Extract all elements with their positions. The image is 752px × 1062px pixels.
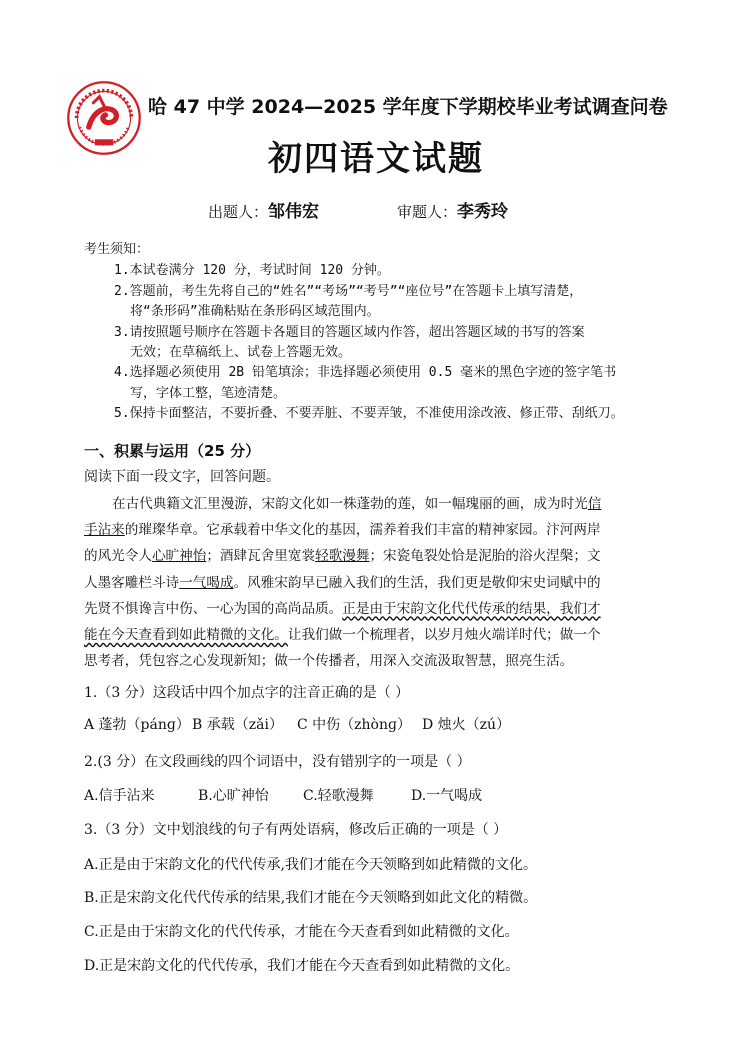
page-title: 初四语文试题 (268, 139, 484, 179)
passage-text: 的风光令人 (84, 548, 152, 565)
question-3-option-a: A.正是由于宋韵文化的代代传承,我们才能在今天领略到如此精微的文化。 (84, 857, 538, 873)
question-3-option-c: C.正是由于宋韵文化的代代传承，才能在今天查看到如此精微的文化。 (84, 924, 519, 940)
underlined-word: 轻歌漫舞 (315, 548, 370, 565)
underlined-word: 手沾来 (84, 522, 125, 539)
notice-item-cont: 无效；在草稿纸上、试卷上答题无效。 (130, 345, 352, 361)
notice-item-cont: 将“条形码”准确粘贴在条形码区域范围内。 (130, 304, 380, 320)
option-a: A 蓬勃（pánɡ） (84, 717, 190, 733)
school-exam-line: 哈 47 中学 2024—2025 学年度下学期校毕业考试调查问卷 (148, 96, 668, 118)
underlined-word: 信 (587, 496, 602, 512)
author-name: 邹伟宏 (268, 202, 320, 222)
option-d: D 烛火（zú） (422, 717, 511, 733)
question-3-option-b: B.正是宋韵文化代代传承的结果,我们才能在今天领略到如此文化的精微。 (84, 890, 538, 906)
underlined-word: 一气喝成 (179, 574, 234, 591)
notice-item: 5.保持卡面整洁，不要折叠、不要弄脏、不要弄皱，不准使用涂改液、修正带、刮纸刀。 (114, 406, 624, 422)
candidate-notice (84, 240, 724, 425)
passage-text: 先贤不惧谗言中伤、一心为国的高尚品质。 (84, 600, 343, 617)
option-a: A.信手沾来 (84, 788, 155, 804)
section-heading: 一、积累与运用（25 分） (84, 442, 261, 460)
notice-heading: 考生须知： (84, 242, 150, 257)
underlined-word: 心旷神怡 (151, 548, 207, 565)
author-label: 出题人： (208, 203, 269, 221)
passage-text: ；酒肆瓦舍里宽裳 (206, 548, 316, 565)
passage-text: 让我们做一个梳理者，以岁月烛火端详时代；做一个 (287, 627, 601, 644)
passage-text: 在古代典籍文汇里漫游，宋韵文化如一株蓬勃的莲，如一幅瑰丽的画，成为时光 (112, 496, 588, 512)
option-d: D.一气喝成 (411, 788, 483, 804)
notice-item: 2.答题前，考生先将自己的“姓名”“考场”“考号”“座位号”在答题卡上填写清楚， (114, 283, 583, 299)
passage-text: 思考者，凭包容之心发现新知；做一个传播者，用深入交流汲取智慧，照亮生活。 (84, 653, 574, 670)
passage-text: 的璀璨华章。它承载着中华文化的基因，濡养着我们丰富的精神家园。汴河两岸 (124, 522, 601, 539)
wavy-underlined-sentence: 正是由于宋韵文化代代传承的结果，我们才 (342, 600, 601, 617)
reviewer-name: 李秀玲 (457, 202, 509, 222)
question-3-option-d: D.正是宋韵文化的代代传承，我们才能在今天查看到如此精微的文化。 (84, 958, 520, 974)
option-c: C.轻歌漫舞 (303, 788, 374, 804)
option-b: B 承载（zǎi） (192, 717, 283, 733)
wavy-underlined-sentence: 能在今天查看到如此精微的文化。 (84, 627, 288, 644)
passage-text: 。风雅宋韵早已融入我们的生活，我们更是敬仰宋史词赋中的 (233, 574, 601, 591)
notice-item: 3.请按照题号顺序在答题卡各题目的答题区域内作答，超出答题区域的书写的答案 (114, 324, 585, 340)
notice-item-cont: 写，字体工整，笔迹清楚。 (130, 385, 287, 401)
question-3-stem: 3.（3 分）文中划浪线的句子有两处语病，修改后正确的一项是（ ） (84, 822, 508, 838)
question-2-stem: 2.(3 分）在文段画线的四个词语中，没有错别字的一项是（ ） (84, 754, 471, 770)
question-1-stem: 1.（3 分）这段话中四个加点字的注音正确的是（ ） (84, 685, 410, 701)
notice-item: 4.选择题必须使用 2B 铅笔填涂；非选择题必须使用 0.5 毫米的黑色字迹的签字笔书 (114, 365, 617, 381)
passage-text: ；宋瓷龟裂处恰是泥胎的浴火涅槃；文 (369, 548, 601, 565)
reviewer-label: 审题人： (397, 203, 458, 221)
question-2-options (84, 785, 482, 805)
notice-item: 1.本试卷满分 120 分，考试时间 120 分钟。 (114, 263, 390, 279)
question-1-options (84, 714, 510, 734)
reading-passage (84, 491, 666, 674)
passage-text: 人墨客雕栏斗诗 (84, 574, 180, 591)
option-b: B.心旷神怡 (198, 788, 269, 804)
section-intro: 阅读下面一段文字，回答问题。 (84, 469, 280, 485)
option-c: C 中伤（zhònɡ） (297, 717, 411, 733)
author-line (208, 197, 508, 222)
